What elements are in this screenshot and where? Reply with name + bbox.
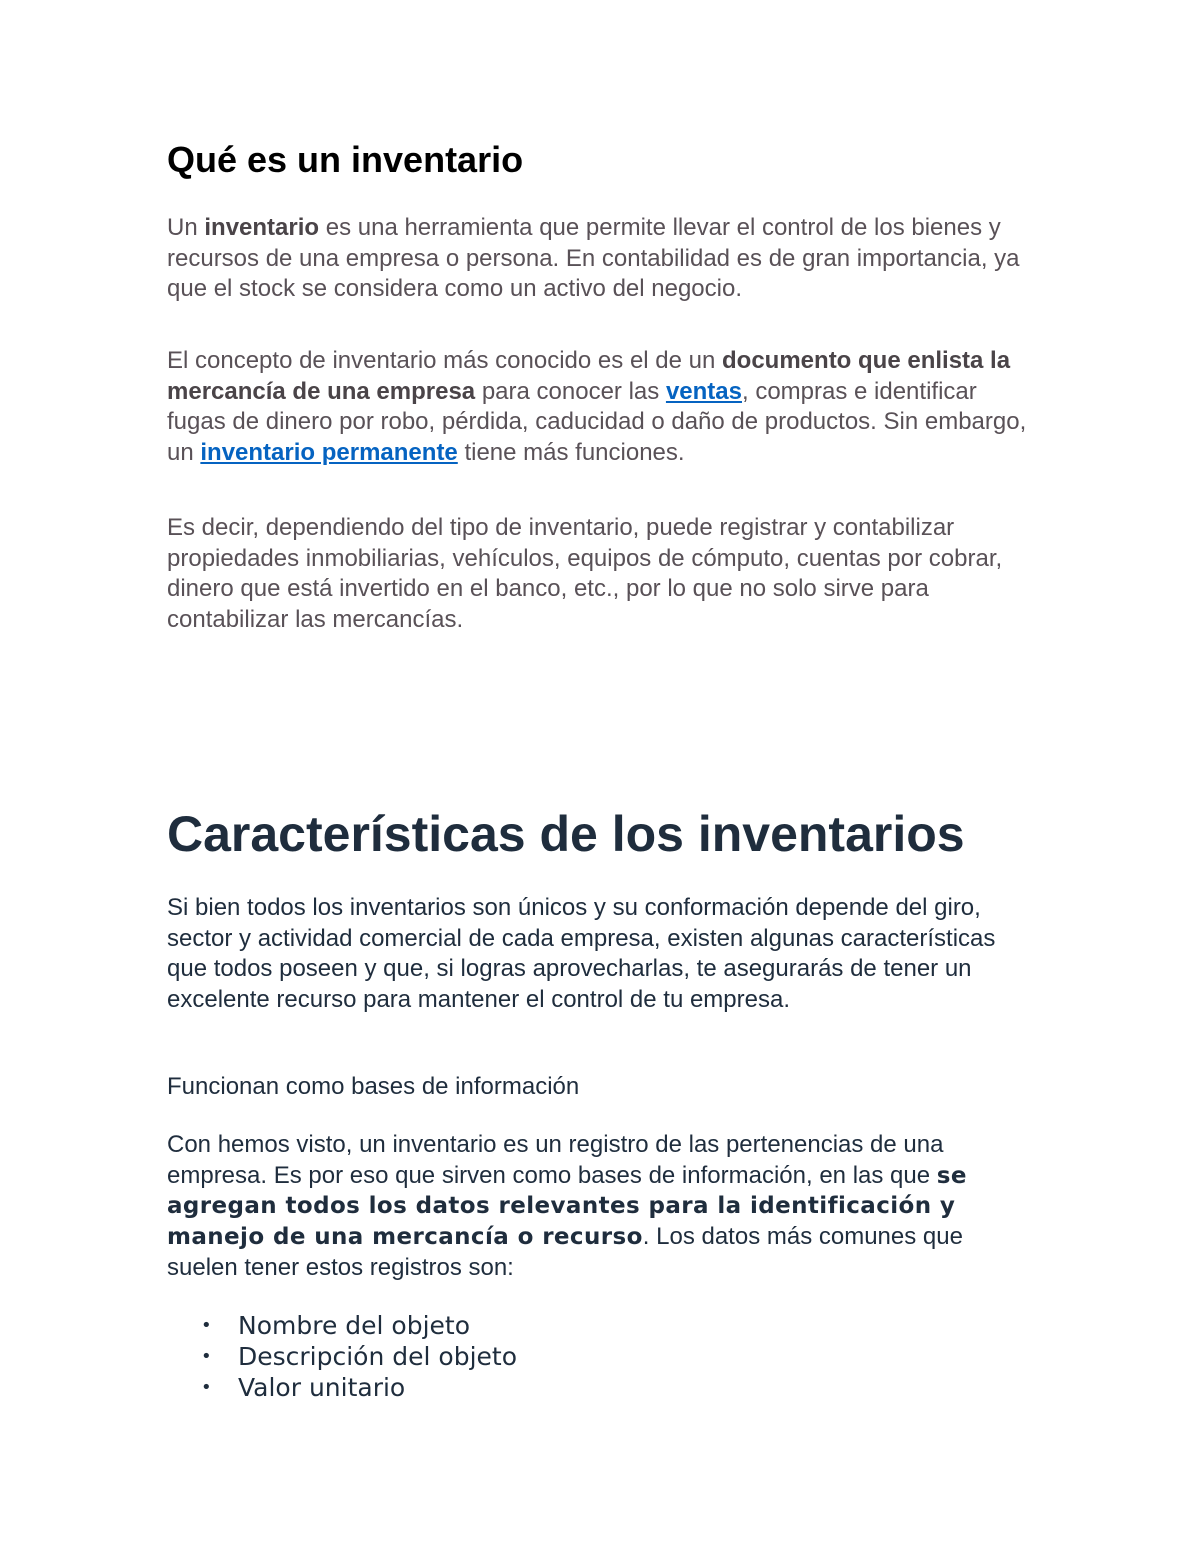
text: El concepto de inventario más conocido es el de un xyxy=(167,347,723,374)
text: tiene más funciones. xyxy=(457,439,685,467)
list-item-text: Nombre del objeto xyxy=(238,1311,471,1340)
link-ventas[interactable]: ventas xyxy=(665,377,742,405)
link-inventario-permanente[interactable]: inventario permanente xyxy=(200,439,458,467)
paragraph xyxy=(167,213,1032,305)
paragraph: Si bien todos los inventarios son únicos y su conformación depende del giro, sector y actividad comercial de cada empresa, existen algunas características que todos poseen y que, si logras aprovecharlas, te asegurarás de tener un excelente recurso para mantener el control de tu empresa. xyxy=(167,894,996,1014)
list-item-text: Descripción del objeto xyxy=(238,1342,518,1371)
text: Con hemos visto, un inventario es un registro de las pertenencias de una empresa. Es por eso que sirven como bases de información, en las que xyxy=(167,1131,944,1189)
text: . Los datos más comunes que suelen tener estos registros son: xyxy=(167,1223,963,1281)
section-heading: Qué es un inventario xyxy=(167,139,524,180)
paragraph: Es decir, dependiendo del tipo de inventario, puede registrar y contabilizar propiedades inmobiliarias, vehículos, equipos de cómputo, cuentas por cobrar, dinero que está invertido en el banco, etc., por lo que no solo sirve para contabilizar las mercancías. xyxy=(167,514,1003,634)
bold-text: documento que enlista la mercancía de una empresa xyxy=(167,347,1011,405)
list-item xyxy=(167,1372,1032,1403)
list-item xyxy=(167,1341,1032,1372)
bullet-icon: • xyxy=(201,1315,212,1336)
list-item xyxy=(167,1310,1032,1341)
text: , compras e identificar fugas de dinero por robo, pérdida, caducidad o daño de productos. Sin embargo, un xyxy=(167,377,1027,467)
bold-text: inventario xyxy=(204,214,320,241)
bullet-list xyxy=(167,1310,1032,1403)
bullet-icon: • xyxy=(201,1346,212,1367)
text: es una herramienta que permite llevar el control de los bienes y recursos de una empresa o persona. En contabilidad es de gran importancia, ya que el stock se considera como un activo del negocio. xyxy=(167,214,1020,303)
bullet-icon: • xyxy=(201,1377,212,1398)
text: para conocer las xyxy=(475,377,666,405)
subheading: Funcionan como bases de información xyxy=(167,1073,580,1100)
text: Un xyxy=(167,214,205,241)
paragraph xyxy=(167,1130,1032,1284)
list-item-text: Valor unitario xyxy=(238,1373,406,1402)
bold-text: se agregan todos los datos relevantes para la identificación y manejo de una mercancía o recurso xyxy=(167,1162,967,1251)
section-heading: Características de los inventarios xyxy=(167,806,965,862)
paragraph xyxy=(167,346,1032,469)
